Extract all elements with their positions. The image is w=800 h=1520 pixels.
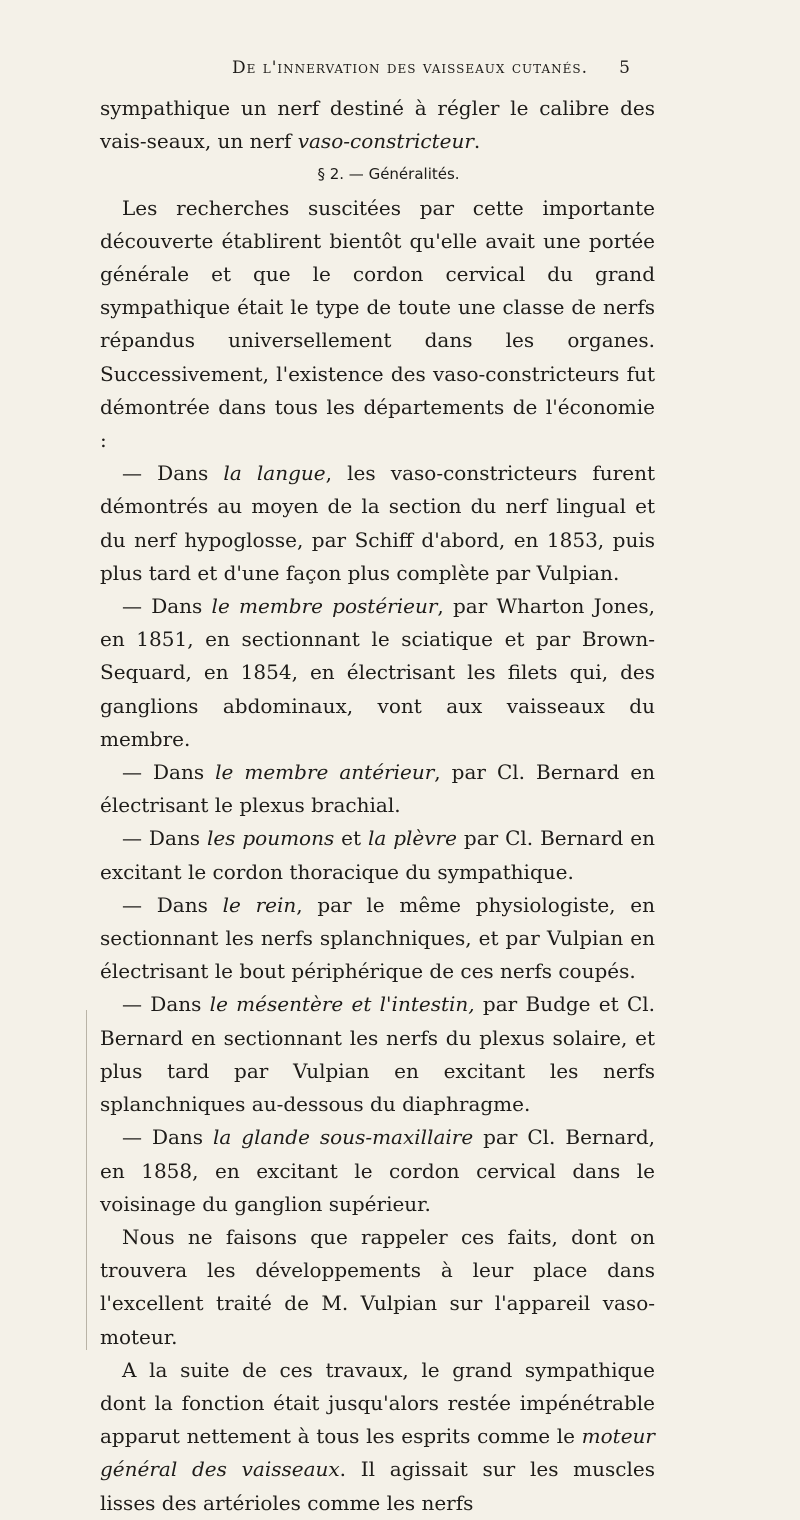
paragraph: sympathique un nerf destiné à régler le calibre des vais-seaux, un nerf vaso-constricteur. [100, 96, 655, 154]
paragraph: Les recherches suscitées par cette importante découverte établirent bientôt qu'elle avait une portée générale et que le cordon cervical du grand sympathique était le type de toute une classe de nerfs répandus universellement dans les organes. Successivement, l'existence des vaso-constricteurs fut démontrée dans tous les départements de l'économie : [100, 195, 655, 453]
paragraph: — Dans le membre antérieur, par Cl. Bernard en électrisant le plexus brachial. [100, 760, 656, 818]
page-edge-shadow [86, 1010, 87, 1350]
paragraph: A la suite de ces travaux, le grand sympathique dont la fonction était jusqu'alors restée impénétrable apparut nettement à tous les esprits comme le moteur général des vaisseaux. Il agissait sur les muscles lisses des artérioles comme les nerfs [100, 1357, 655, 1515]
page-header [0, 58, 800, 88]
body-text [100, 92, 655, 1520]
paragraph: Nous ne faisons que rappeler ces faits, dont on trouvera les développements à leur place dans l'excellent traité de M. Vulpian sur l'appareil vaso-moteur. [100, 1224, 655, 1349]
paragraph: — Dans les poumons et la plèvre par Cl. Bernard en excitant le cordon thoracique du sympathique. [100, 826, 655, 884]
section-heading: § 2. — Généralités. [317, 165, 460, 184]
paragraph: — Dans la langue, les vaso-constricteurs furent démontrés au moyen de la section du nerf lingual et du nerf hypoglosse, par Schiff d'abord, en 1853, puis plus tard et d'une façon plus complète par Vulpian. [100, 461, 655, 585]
paragraph: — Dans le mésentère et l'intestin, par Budge et Cl. Bernard en sectionnant les nerfs du plexus solaire, et plus tard par Vulpian en excitant les nerfs splanchniques au-dessous du diaphragme. [100, 992, 656, 1117]
paragraph: — Dans le rein, par le même physiologiste, en sectionnant les nerfs splanchniques, et par Vulpian en électrisant le bout périphérique de ces nerfs coupés. [100, 892, 656, 984]
running-title: De l'innervation des vaisseaux cutanés. [231, 58, 589, 78]
paragraph: — Dans le membre postérieur, par Wharton Jones, en 1851, en sectionnant le sciatique et par Brown-Sequard, en 1854, en électrisant les filets qui, des ganglions abdominaux, vont aux vaisseaux du membre. [100, 594, 655, 751]
page-number: 5 [619, 58, 630, 78]
paragraph: — Dans la glande sous-maxillaire par Cl. Bernard, en 1858, en excitant le cordon cervical dans le voisinage du ganglion supérieur. [100, 1125, 655, 1216]
